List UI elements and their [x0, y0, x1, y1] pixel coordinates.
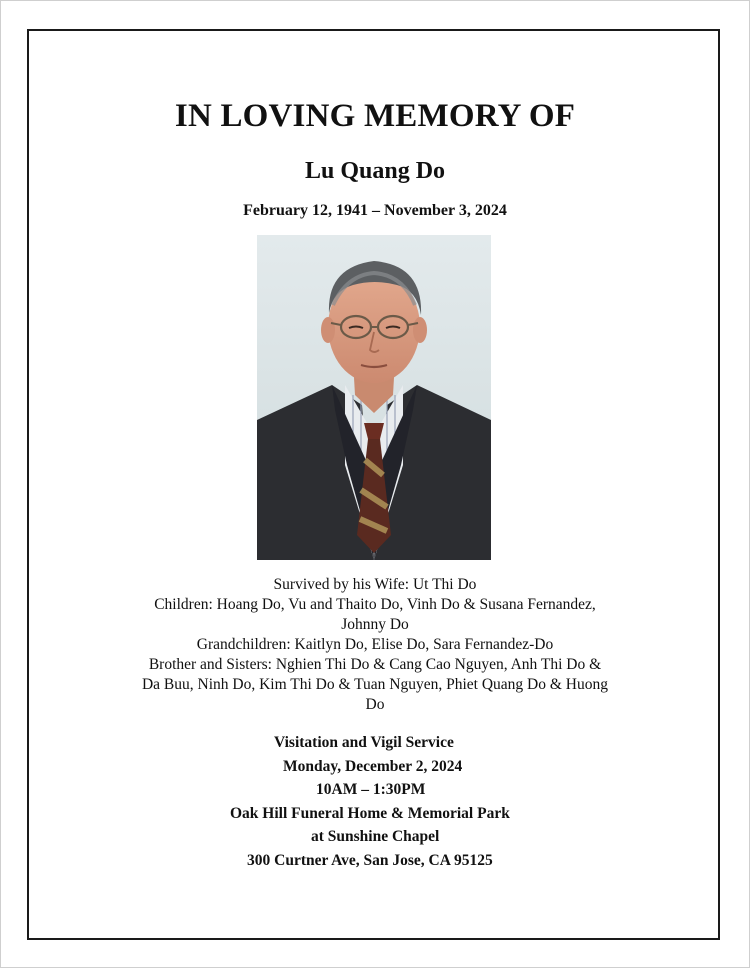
wife-line: Survived by his Wife: Ut Thi Do — [273, 576, 477, 593]
service-address: 300 Curtner Ave, San Jose, CA 95125 — [247, 851, 493, 869]
service-details — [225, 731, 525, 872]
grandchildren-line: Grandchildren: Kaitlyn Do, Elise Do, Sara Fernandez-Do — [196, 636, 554, 653]
deceased-name: Lu Quang Do — [304, 158, 446, 184]
service-heading: Visitation and Vigil Service — [274, 734, 454, 751]
memorial-title: IN LOVING MEMORY OF — [174, 98, 576, 134]
survivors-list — [140, 575, 610, 715]
service-venue: Oak Hill Funeral Home & Memorial Park — [230, 804, 510, 822]
children-line: Children: Hoang Do, Vu and Thaito Do, Vinh Do & Susana Fernandez, Johnny Do — [154, 596, 596, 633]
service-chapel: at Sunshine Chapel — [311, 828, 440, 845]
portrait-photo — [257, 235, 491, 560]
service-date: Monday, December 2, 2024 — [283, 757, 463, 775]
service-time: 10AM – 1:30PM — [316, 781, 426, 798]
life-dates: February 12, 1941 – November 3, 2024 — [243, 202, 507, 219]
siblings-line: Brother and Sisters: Nghien Thi Do & Cang Cao Nguyen, Anh Thi Do & Da Buu, Ninh Do, Kim Thi Do & Tuan Nguyen, Phiet Quang Do & Huong Do — [141, 656, 608, 713]
portrait-illustration — [257, 235, 491, 560]
